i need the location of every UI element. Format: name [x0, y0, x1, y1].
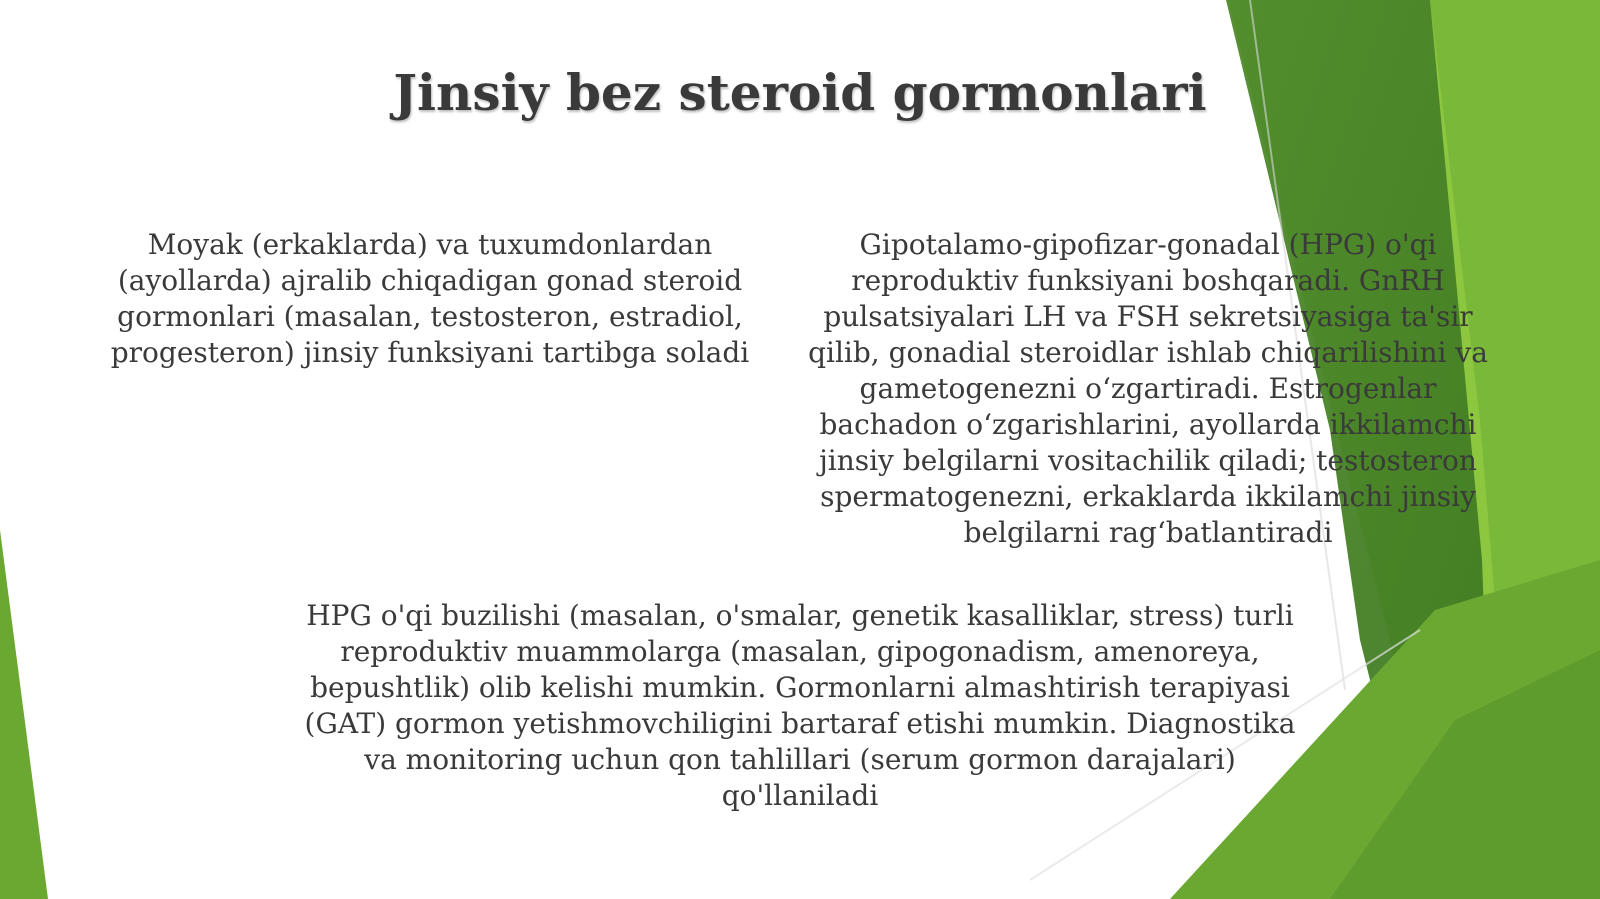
- bottom-text-block: HPG o'qi buzilishi (masalan, o'smalar, genetik kasalliklar, stress) turli reproduktiv muammolarga (masalan, gipogonadism, amenoreya, bepushtlik) olib kelishi mumkin. Gormonlarni almashtirish terapiyasi (GAT) gormon yetishmovchiligini bartaraf etishi mumkin. Diagnostika va monitoring uchun qon tahlillari (serum gormon darajalari) qo'llaniladi: [304, 599, 1296, 812]
- left-text-block: Moyak (erkaklarda) va tuxumdonlardan (ayollarda) ajralib chiqadigan gonad steroid gormonlari (masalan, testosteron, estradiol, progesteron) jinsiy funksiyani tartibga soladi: [110, 228, 750, 369]
- green-shape-left: [0, 530, 48, 899]
- right-text-block: Gipotalamo-gipofizar-gonadal (HPG) o'qi reproduktiv funksiyani boshqaradi. GnRH pulsatsiyalari LH va FSH sekretsiyasiga ta'sir qilib, gonadial steroidlar ishlab chiqarilishini va gametogenezni o‘zgartiradi. Estrogenlar bachadon o‘zgarishlarini, ayollarda ikkilamchi jinsiy belgilarni vositachilik qiladi; testosteron spermatogenezni, erkaklarda ikkilamchi jinsiy belgilarni rag‘batlantiradi: [808, 228, 1488, 549]
- slide-title: Jinsiy bez steroid gormonlari: [393, 63, 1207, 122]
